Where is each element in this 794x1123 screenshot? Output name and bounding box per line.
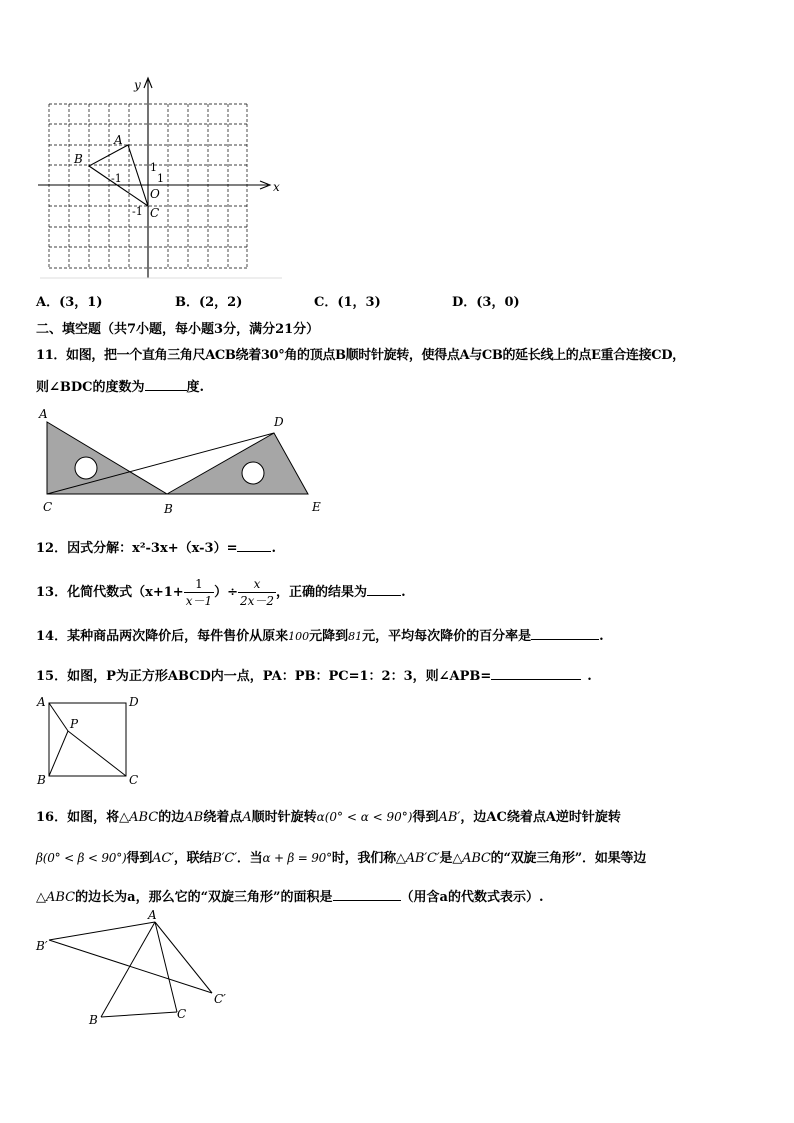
choice-b: B．(2，2) — [175, 295, 243, 310]
q11-answer-blank — [145, 390, 187, 391]
question-16-line-2 — [36, 847, 646, 866]
q14-value-100: 100 — [288, 630, 310, 643]
point-a-label: A — [114, 133, 123, 147]
q15-label-a: A — [37, 695, 46, 709]
q11-triangle-figure — [30, 405, 340, 520]
question-16-line-1 — [36, 806, 621, 825]
q11-line2-prefix: 则∠BDC的度数为 — [36, 380, 145, 395]
q16-l2-d: 时，我们称△ — [331, 851, 406, 866]
q14-prefix: 14．某种商品两次降价后，每件售价从原来 — [36, 629, 289, 644]
q12-suffix: . — [271, 541, 277, 556]
tick-y-1: 1 — [150, 161, 157, 174]
q16-label-b-prime: B′ — [36, 939, 48, 953]
point-c-label: C — [150, 206, 160, 220]
q14-suffix: 元，平均每次降价的百分率是 — [362, 629, 532, 644]
q16-a: A — [242, 810, 252, 825]
q16-label-c-prime: C′ — [214, 992, 226, 1006]
q15-square-figure — [30, 690, 150, 790]
tick-y-minus-1: -1 — [132, 205, 143, 218]
question-12 — [36, 537, 276, 556]
y-axis-label: y — [134, 78, 141, 92]
q16-ab: AB — [184, 810, 204, 825]
q16-bc-prime: B′C′ — [212, 851, 237, 866]
q13-end: . — [401, 585, 406, 600]
q12-prefix: 12．因式分解：x²-3x+（x-3）= — [36, 541, 238, 556]
q16-sum-condition: α + β = 90° — [262, 851, 332, 865]
q14-middle: 元降到 — [309, 629, 349, 644]
q16-l2-f: 的“双旋三角形”．如果等边 — [490, 851, 647, 866]
q15-end: . — [587, 669, 592, 684]
q16-l1-a: 16．如图，将△ — [36, 810, 130, 825]
tick-x-1: 1 — [157, 172, 164, 185]
q16-ab-prime: AB′ — [438, 810, 461, 825]
q16-triangle-figure — [30, 905, 240, 1030]
q13-suffix: ，正确的结果为 — [276, 585, 368, 600]
q13-middle: ）÷ — [214, 585, 238, 600]
q16-l3-a: △ — [36, 890, 46, 905]
q16-l2-e: 是△ — [439, 851, 463, 866]
q16-answer-blank — [333, 900, 401, 901]
q16-l2-b: ，联结 — [173, 851, 213, 866]
q11-line2-suffix: 度. — [186, 380, 205, 395]
q16-abc-2: ABC — [462, 851, 491, 866]
q16-l3-c: （用含a的代数式表示）. — [400, 890, 544, 905]
q16-abc-3: ABC — [46, 890, 76, 905]
q15-text: 15．如图，P为正方形ABCD内一点，PA：PB：PC=1：2：3，则∠APB= — [36, 669, 492, 684]
section-title: 二、填空题（共7小题，每小题3分，满分21分） — [36, 322, 320, 337]
choice-d: D．(3，0) — [452, 295, 520, 310]
q15-label-p: P — [70, 717, 79, 731]
question-14 — [36, 625, 604, 644]
q11-label-c: C — [43, 500, 53, 514]
q14-answer-blank — [531, 639, 599, 640]
origin-label: O — [150, 187, 160, 201]
q16-label-a: A — [148, 908, 157, 922]
q13-fraction-1 — [184, 576, 214, 609]
question-11-line-2 — [36, 376, 204, 395]
q16-l1-d: 顺时针旋转 — [251, 810, 317, 825]
q11-label-b: B — [164, 502, 173, 516]
q16-l1-f: ，边AC绕着点A逆时针旋转 — [460, 810, 621, 825]
q16-l1-e: 得到 — [412, 810, 439, 825]
q16-beta-condition: β(0° < β < 90°) — [36, 851, 127, 865]
question-11-line-1: 11．如图，把一个直角三角尺ACB绕着30°角的顶点B顺时针旋转，使得点A与CB的延长线上的点E重合连接CD， — [36, 348, 685, 363]
q11-label-a: A — [39, 407, 48, 421]
q14-end: . — [599, 629, 604, 644]
q16-l2-a: 得到 — [126, 851, 153, 866]
q15-label-c: C — [129, 773, 139, 787]
q13-frac2-numerator: x — [238, 576, 276, 593]
choice-c: C．(1，3) — [314, 295, 381, 310]
q12-answer-blank — [237, 551, 271, 552]
q14-value-81: 81 — [348, 630, 363, 643]
tick-x-minus-1: -1 — [111, 172, 122, 185]
question-13 — [36, 576, 406, 609]
q16-abc: ABC — [129, 810, 159, 825]
q16-l2-c: ．当 — [236, 851, 263, 866]
q16-alpha-condition: α(0° < α < 90°) — [316, 810, 413, 824]
point-b-label: B — [74, 152, 83, 166]
q16-label-b: B — [89, 1013, 98, 1027]
question-15 — [36, 665, 592, 684]
question-16-line-3 — [36, 886, 543, 905]
q15-label-b: B — [37, 773, 46, 787]
q16-l1-b: 的边 — [158, 810, 185, 825]
q13-prefix: 13．化简代数式（x+1+ — [36, 585, 184, 600]
q15-label-d: D — [129, 695, 139, 709]
q11-label-d: D — [274, 415, 284, 429]
q13-fraction-2 — [238, 576, 276, 609]
q16-l3-b: 的边长为a，那么它的“双旋三角形”的面积是 — [75, 890, 333, 905]
q13-frac1-denominator: x－1 — [185, 594, 213, 608]
q16-ac-prime: AC′ — [152, 851, 174, 866]
q15-answer-blank — [491, 679, 581, 680]
q13-frac2-denominator: 2x－2 — [240, 594, 275, 608]
coordinate-grid-figure — [30, 75, 290, 285]
x-axis-label: x — [273, 180, 280, 194]
q16-label-c: C — [177, 1007, 187, 1021]
q13-frac1-numerator: 1 — [184, 576, 214, 593]
q16-l1-c: 绕着点 — [203, 810, 243, 825]
q11-label-e: E — [312, 500, 321, 514]
q16-abc-prime: AB′C′ — [405, 851, 440, 866]
q13-answer-blank — [367, 595, 401, 596]
choice-a: A．(3，1) — [36, 295, 103, 310]
